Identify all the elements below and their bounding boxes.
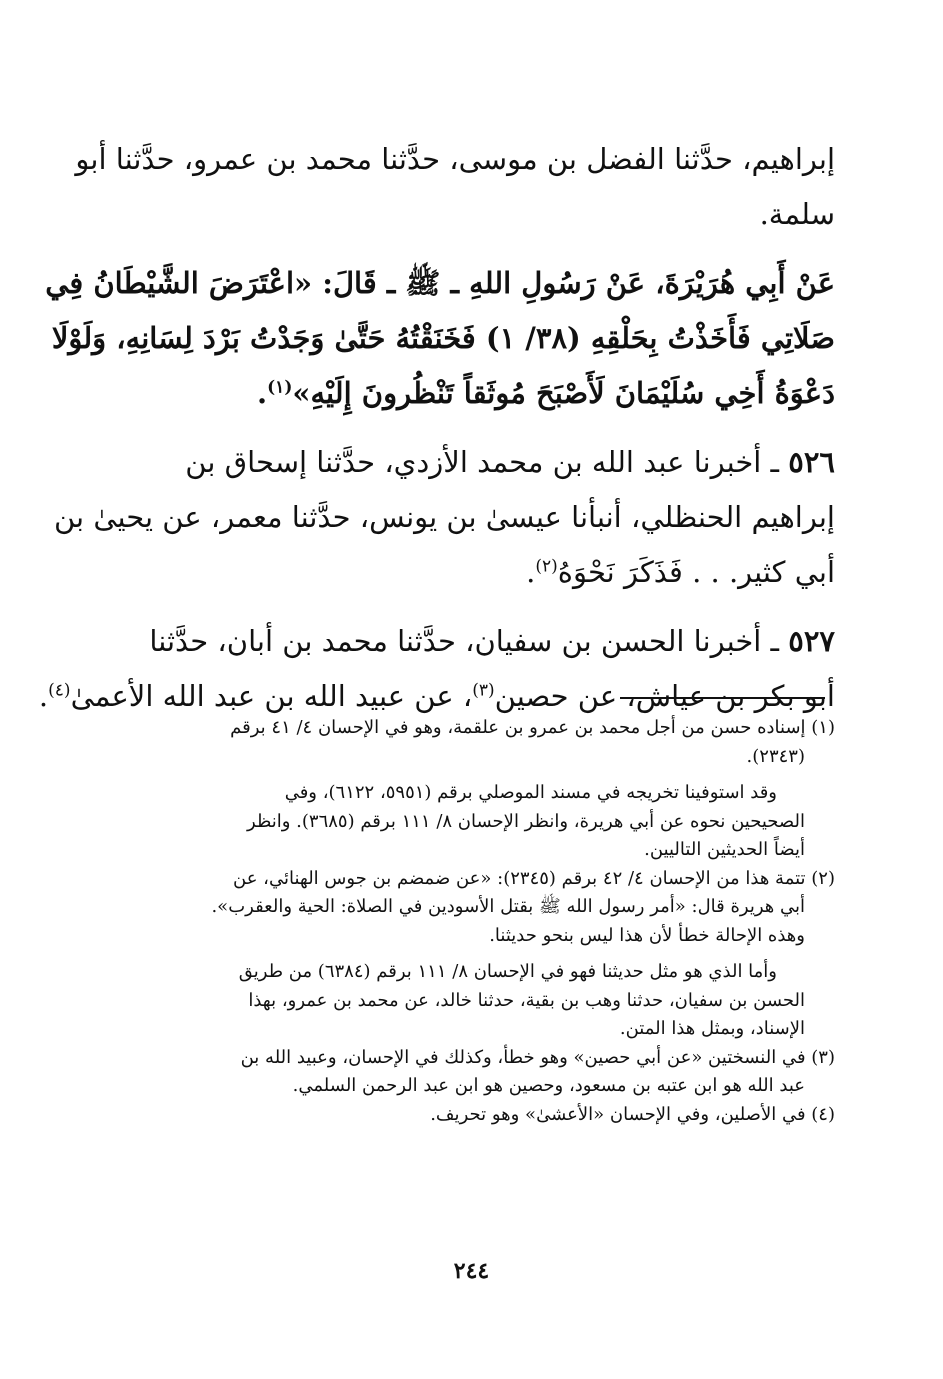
main-text: [38, 132, 835, 738]
footnote-ref[interactable]: (٢): [535, 556, 558, 577]
footnote-line: وأما الذي هو مثل حديثنا فهو في الإحسان ٨/ ١١١ برقم (٦٣٨٤) من طريق: [238, 961, 777, 982]
footnote-line: وقد استوفينا تخريجه في مسند الموصلي برقم (٥٩٥١، ٦١٢٢)، وفي: [284, 782, 777, 803]
footnote-line: الصحيحين نحوه عن أبي هريرة، وانظر الإحسان ٨/ ١١١ برقم (٣٦٨٥). وانظر: [247, 810, 805, 832]
text-fragment: أبي كثير. . . فَذَكَرَ نَحْوَهُ: [557, 555, 835, 589]
footnote-1: [111, 714, 835, 865]
text-line: [111, 435, 835, 490]
footnote-line: (٢٣٤٣).: [746, 745, 805, 767]
paragraph-isnad-continuation: [75, 132, 835, 242]
footnote-divider: [620, 697, 825, 699]
footnote-ref[interactable]: (٤): [48, 680, 71, 701]
footnote-ref[interactable]: (٣): [472, 680, 495, 701]
text-fragment: .: [526, 555, 536, 589]
footnote-line: وهذه الإحالة خطأ لأن هذا ليس بنحو حديثنا.: [489, 924, 805, 946]
footnote-line: الحسن بن سفيان، حدثنا وهب بن بقية، حدثنا خالد، عن محمد بن عمرو، بهذا: [248, 989, 805, 1011]
footnote-line: أيضاً الحديثين التاليين.: [644, 839, 805, 860]
page-number: ٢٤٤: [453, 1258, 490, 1284]
paragraph-hadith-matn: [45, 256, 835, 421]
footnote-line: (٣) في النسختين «عن أبي حصين» وهو خطأ، وكذلك في الإحسان، وعبيد الله بن: [240, 1046, 835, 1068]
text-line: [111, 614, 835, 669]
text-line: [111, 366, 835, 421]
text-line: صَلَاتِي فَأَخَذْتُ بِحَلْقِهِ (٣٨/ ١) فَخَنَقْتُهُ حَتَّىٰ وَجَدْتُ بَرْدَ لِسَانِهِ، وَلَوْلَا: [51, 321, 835, 355]
footnote-4: [111, 1101, 835, 1130]
text-fragment: ـ أخبرنا عبد الله بن محمد الأزدي، حدَّثنا إسحاق بن: [185, 445, 780, 479]
text-fragment: .: [38, 679, 49, 713]
footnote-line: عبد الله هو ابن عتبه بن مسعود، وحصين هو ابن عبد الرحمن السلمي.: [292, 1075, 805, 1096]
text-fragment: أبو بكر بن عياش، عن حصين: [494, 679, 835, 713]
text-line: [111, 545, 835, 600]
footnote-ref[interactable]: (١): [267, 377, 293, 398]
footnote-line: (١) إسناده حسن من أجل محمد بن عمرو بن علقمة، وهو في الإحسان ٤/ ٤١ برقم: [230, 717, 835, 738]
paragraph-hadith-526: [53, 435, 835, 600]
footnotes: [111, 714, 835, 1129]
footnote-line: أبي هريرة قال: «أمر رسول الله ﷺ بقتل الأسودين في الصلاة: الحية والعقرب».: [211, 896, 805, 917]
text-line: إبراهيم الحنظلي، أنبأنا عيسىٰ بن يونس، حدَّثنا معمر، عن يحيىٰ بن: [53, 500, 835, 534]
footnote-line: (٢) تتمة هذا من الإحسان ٤/ ٤٢ برقم (٢٣٤٥): «عن ضمضم بن جوس الهنائي، عن: [233, 867, 835, 889]
hadith-number: ٥٢٦: [788, 445, 835, 479]
text-line: إبراهيم، حدَّثنا الفضل بن موسى، حدَّثنا محمد بن عمرو، حدَّثنا أبو: [75, 142, 835, 176]
paragraph-hadith-527: [38, 614, 835, 724]
hadith-number: ٥٢٧: [788, 624, 835, 658]
footnote-line: (٤) في الأصلين، وفي الإحسان «الأعشىٰ» وهو تحريف.: [430, 1103, 835, 1125]
text-line: عَنْ أَبِي هُرَيْرَةَ، عَنْ رَسُولِ اللهِ ـ ﷺ ـ قَالَ: «اعْتَرَضَ الشَّيْطَانُ فِي: [45, 266, 835, 300]
text-fragment: ، عن عبيد الله بن عبد الله الأعمىٰ: [70, 679, 473, 713]
footnote-line: الإسناد، وبمثل هذا المتن.: [619, 1018, 805, 1039]
footnote-2: [111, 865, 835, 1044]
text-fragment: .: [257, 376, 268, 410]
text-fragment: دَعْوَةُ أَخِي سُلَيْمَانَ لَأَصْبَحَ مُوثَقاً تَنْظُرونَ إِلَيْهِ»: [292, 376, 835, 410]
footnote-3: [111, 1044, 835, 1101]
text-line: سلمة.: [759, 197, 835, 231]
text-fragment: ـ أخبرنا الحسن بن سفيان، حدَّثنا محمد بن أبان، حدَّثنا: [149, 624, 780, 658]
